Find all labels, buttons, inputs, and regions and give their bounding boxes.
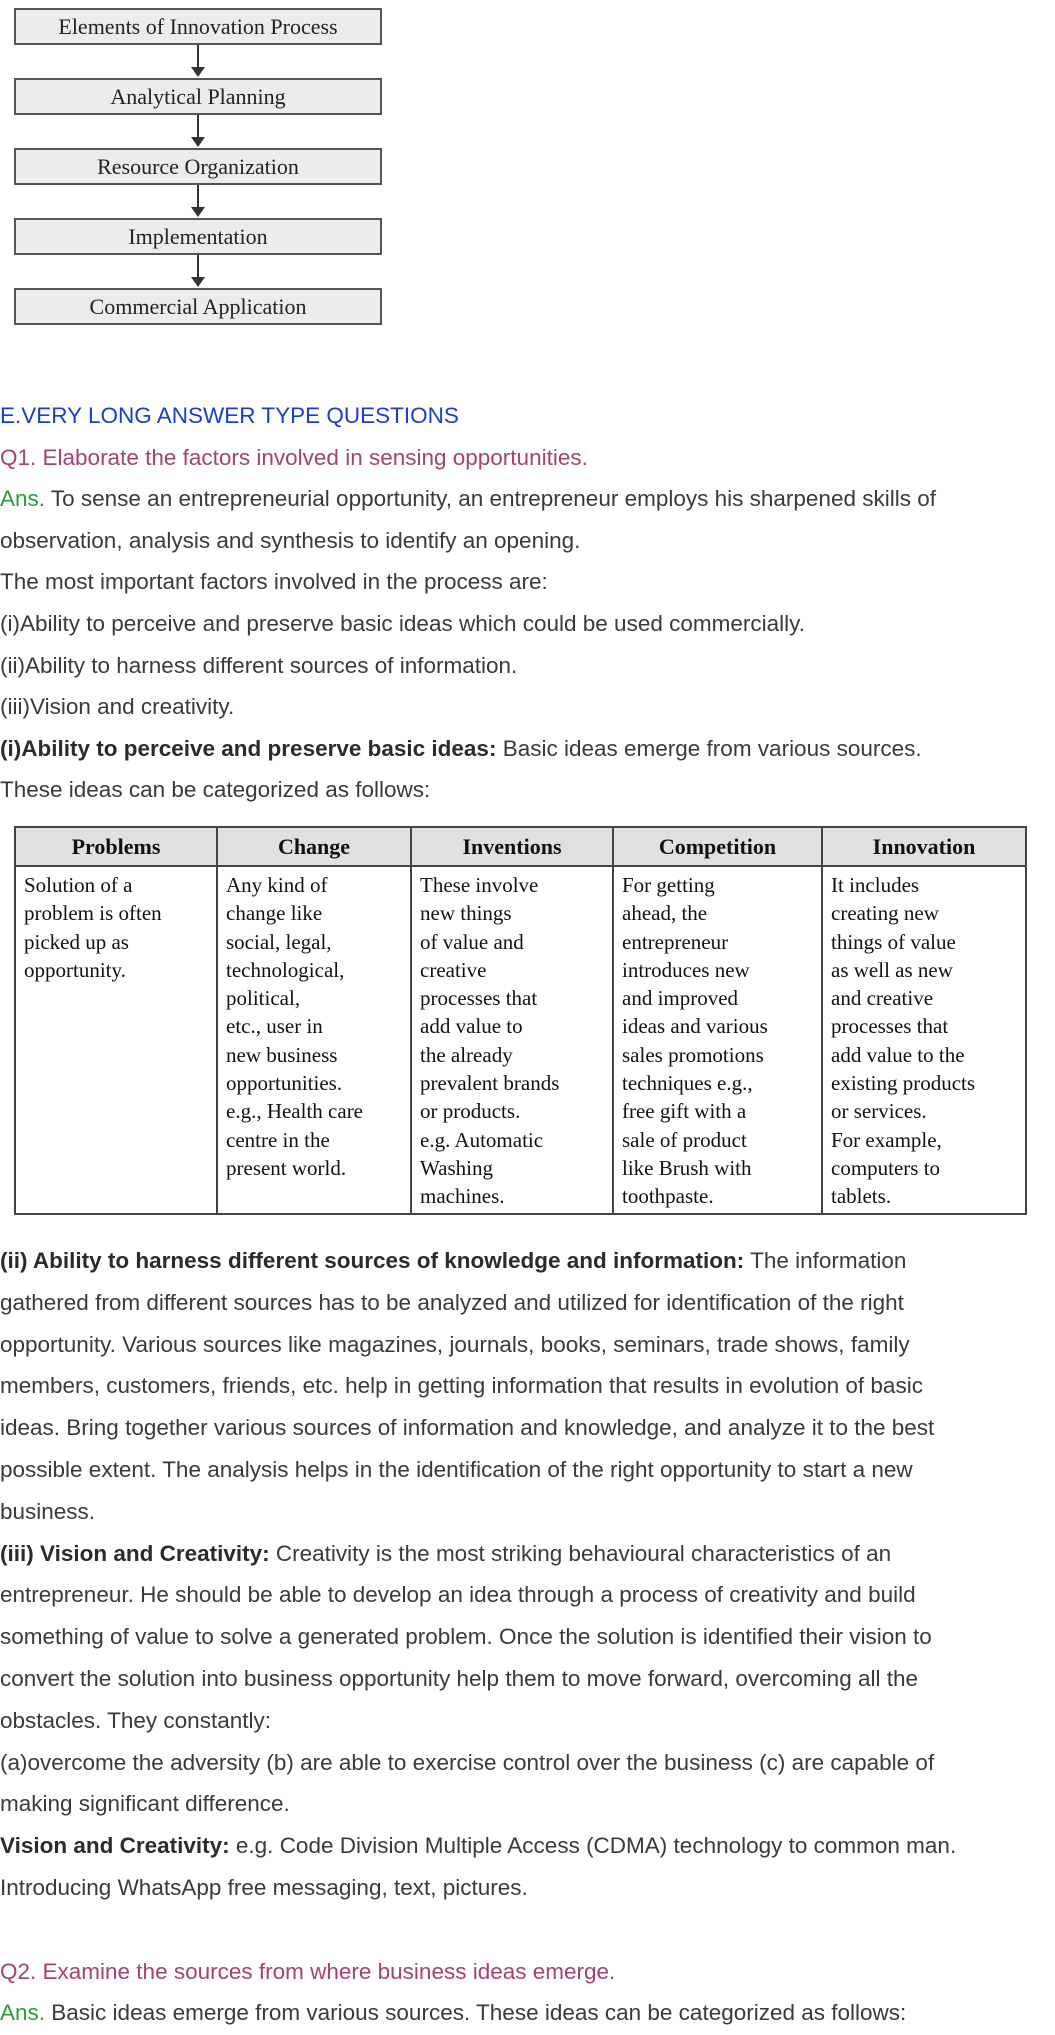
sub-point-1-text: Basic ideas emerge from various sources. bbox=[496, 735, 922, 761]
ans-label: Ans. bbox=[0, 486, 46, 512]
sub-point-3-line: obstacles. They constantly: bbox=[0, 1707, 271, 1733]
table-cell-line: the already bbox=[420, 1042, 513, 1067]
table-cell-line: toothpaste. bbox=[622, 1184, 714, 1209]
answer-1-line-1 bbox=[0, 478, 1055, 520]
table-cell-line: tablets. bbox=[831, 1184, 892, 1209]
question-1: Q1. Elaborate the factors involved in sensing opportunities. bbox=[0, 444, 588, 470]
table-cell-line: sales promotions bbox=[622, 1042, 764, 1067]
table-cell-line: opportunities. bbox=[226, 1071, 343, 1096]
table-cell-line: technological, bbox=[226, 957, 345, 982]
sub-point-3 bbox=[0, 1533, 1055, 1575]
flow-arrow bbox=[14, 45, 382, 78]
table-cell-line: change like bbox=[226, 901, 323, 926]
table-header-competition: Competition bbox=[613, 827, 822, 866]
factors-intro: The most important factors involved in the process are: bbox=[0, 569, 548, 595]
answer-upper-text bbox=[0, 395, 1055, 811]
idea-sources-table bbox=[14, 826, 1027, 1215]
table-cell-line: problem is often bbox=[24, 901, 162, 926]
factor-3: (iii)Vision and creativity. bbox=[0, 694, 235, 720]
sub-point-2-label: (ii) Ability to harness different sources of knowledge and information: bbox=[0, 1248, 745, 1273]
table-cell-line: of value and bbox=[420, 929, 524, 954]
table-cell-problems bbox=[15, 866, 217, 1214]
table-cell-line: like Brush with bbox=[622, 1155, 752, 1180]
sub-point-3-label: (iii) Vision and Creativity: bbox=[0, 1540, 270, 1566]
flow-step-commercial-application: Commercial Application bbox=[14, 288, 382, 325]
flow-arrow bbox=[14, 255, 382, 288]
table-cell-line: and creative bbox=[831, 986, 934, 1011]
vision-label: Vision and Creativity: bbox=[0, 1833, 230, 1859]
sub-point-1-line-2: These ideas can be categorized as follows: bbox=[0, 777, 431, 803]
table-cell-line: picked up as bbox=[24, 929, 129, 954]
sub-point-1 bbox=[0, 728, 1055, 770]
table-cell-line: creating new bbox=[831, 901, 939, 926]
table-cell-line: centre in the bbox=[226, 1127, 330, 1152]
sub-point-2-line: business. bbox=[0, 1498, 96, 1524]
table-row bbox=[15, 866, 1026, 1214]
table-header-change: Change bbox=[217, 827, 411, 866]
table-cell-inventions bbox=[411, 866, 613, 1214]
sub-point-2-text: The information bbox=[744, 1248, 907, 1273]
table-header-inventions: Inventions bbox=[411, 827, 613, 866]
factor-2: (ii)Ability to harness different sources of information. bbox=[0, 652, 518, 678]
table-cell-line: add value to bbox=[420, 1014, 523, 1039]
spacer bbox=[0, 1909, 1055, 1951]
table-header-innovation: Innovation bbox=[822, 827, 1026, 866]
answer-1-line-2: observation, analysis and synthesis to identify an opening. bbox=[0, 527, 581, 553]
sub-point-2-line: ideas. Bring together various sources of information and knowledge, and analyze it to the best bbox=[0, 1415, 935, 1441]
table-cell-line: new business bbox=[226, 1042, 338, 1067]
table-cell-line: present world. bbox=[226, 1155, 347, 1180]
table-cell-line: things of value bbox=[831, 929, 956, 954]
sub-point-3-line: making significant difference. bbox=[0, 1791, 290, 1817]
table-cell-line: social, legal, bbox=[226, 929, 332, 954]
table-cell-line: For getting bbox=[622, 873, 715, 897]
vision-text: e.g. Code Division Multiple Access (CDMA) technology to common man. bbox=[229, 1833, 957, 1859]
table-cell-line: new things bbox=[420, 901, 512, 926]
sub-point-2-line: opportunity. Various sources like magazines, journals, books, seminars, trade shows, family bbox=[0, 1331, 910, 1357]
table-cell-line: etc., user in bbox=[226, 1014, 323, 1039]
table-cell-line: e.g. Automatic bbox=[420, 1127, 544, 1152]
table-cell-line: add value to the bbox=[831, 1042, 965, 1067]
table-cell-competition bbox=[613, 866, 822, 1214]
sub-point-2-line: members, customers, friends, etc. help in getting information that results in evolution of basic bbox=[0, 1373, 923, 1399]
table-cell-line: prevalent brands bbox=[420, 1071, 560, 1096]
sub-point-2 bbox=[0, 1240, 1055, 1282]
table-cell-line: and improved bbox=[622, 986, 739, 1011]
sub-point-3-line: entrepreneur. He should be able to develop an idea through a process of creativity and build bbox=[0, 1582, 916, 1608]
sub-point-3-line: something of value to solve a generated problem. Once the solution is identified their vision to bbox=[0, 1624, 932, 1650]
table-cell-line: For example, bbox=[831, 1127, 942, 1152]
table-cell-line: processes that bbox=[831, 1014, 949, 1039]
table-cell-line: introduces new bbox=[622, 957, 750, 982]
vision-example-line-2: Introducing WhatsApp free messaging, text, pictures. bbox=[0, 1874, 528, 1900]
flow-arrow bbox=[14, 185, 382, 218]
table-cell-line: techniques e.g., bbox=[622, 1071, 753, 1096]
table-cell-line: Solution of a bbox=[24, 873, 133, 897]
innovation-process-flowchart bbox=[14, 8, 382, 325]
ans-label: Ans. bbox=[0, 2000, 46, 2026]
table-header-row bbox=[15, 827, 1026, 866]
table-cell-line: Washing bbox=[420, 1155, 493, 1180]
flow-step-resource-organization: Resource Organization bbox=[14, 148, 382, 185]
question-2: Q2. Examine the sources from where business ideas emerge. bbox=[0, 1958, 616, 1984]
table-cell-line: free gift with a bbox=[622, 1099, 747, 1124]
table-cell-line: existing products bbox=[831, 1071, 976, 1096]
table-cell-line: ideas and various bbox=[622, 1014, 768, 1039]
answer-2 bbox=[0, 1992, 1055, 2034]
sub-point-1-label: (i)Ability to perceive and preserve basic ideas: bbox=[0, 735, 497, 761]
table-cell-line: sale of product bbox=[622, 1127, 747, 1152]
table-cell-line: or services. bbox=[831, 1099, 927, 1124]
factor-1: (i)Ability to perceive and preserve basic ideas which could be used commercially. bbox=[0, 610, 805, 636]
table-cell-line: These involve bbox=[420, 873, 539, 897]
sub-point-2-line: possible extent. The analysis helps in the identification of the right opportunity to start a new bbox=[0, 1456, 913, 1482]
table-cell-line: processes that bbox=[420, 986, 538, 1011]
flow-step-elements: Elements of Innovation Process bbox=[14, 8, 382, 45]
table-cell-line: ahead, the bbox=[622, 901, 708, 926]
table-cell-innovation bbox=[822, 866, 1026, 1214]
table-cell-line: computers to bbox=[831, 1155, 941, 1180]
table-cell-change bbox=[217, 866, 411, 1214]
flow-step-implementation: Implementation bbox=[14, 218, 382, 255]
table-cell-line: or products. bbox=[420, 1099, 521, 1124]
table-cell-line: It includes bbox=[831, 873, 920, 897]
idea-sources-table-wrap bbox=[14, 826, 1027, 1215]
section-heading: E.VERY LONG ANSWER TYPE QUESTIONS bbox=[0, 403, 459, 428]
answer-lower-text bbox=[0, 1240, 1055, 2034]
flow-arrow bbox=[14, 115, 382, 148]
vision-example bbox=[0, 1825, 1055, 1867]
table-cell-line: opportunity. bbox=[24, 957, 126, 982]
table-cell-line: entrepreneur bbox=[622, 929, 729, 954]
table-cell-line: machines. bbox=[420, 1184, 505, 1209]
table-cell-line: creative bbox=[420, 957, 487, 982]
answer-2-text: Basic ideas emerge from various sources. These ideas can be categorized as follows: bbox=[45, 2000, 907, 2026]
answer-1-text: To sense an entrepreneurial opportunity, an entrepreneur employs his sharpened skills of bbox=[45, 486, 936, 512]
table-header-problems: Problems bbox=[15, 827, 217, 866]
sub-point-3-line: (a)overcome the adversity (b) are able to exercise control over the business (c) are capable of bbox=[0, 1749, 935, 1775]
table-cell-line: e.g., Health care bbox=[226, 1099, 364, 1124]
table-cell-line: political, bbox=[226, 986, 301, 1011]
flow-step-analytical-planning: Analytical Planning bbox=[14, 78, 382, 115]
table-cell-line: Any kind of bbox=[226, 873, 328, 897]
sub-point-3-text: Creativity is the most striking behavioural characteristics of an bbox=[269, 1540, 892, 1566]
sub-point-2-line: gathered from different sources has to be analyzed and utilized for identification of the right bbox=[0, 1289, 904, 1315]
table-cell-line: as well as new bbox=[831, 957, 953, 982]
sub-point-3-line: convert the solution into business opportunity help them to move forward, overcoming all the bbox=[0, 1665, 918, 1691]
